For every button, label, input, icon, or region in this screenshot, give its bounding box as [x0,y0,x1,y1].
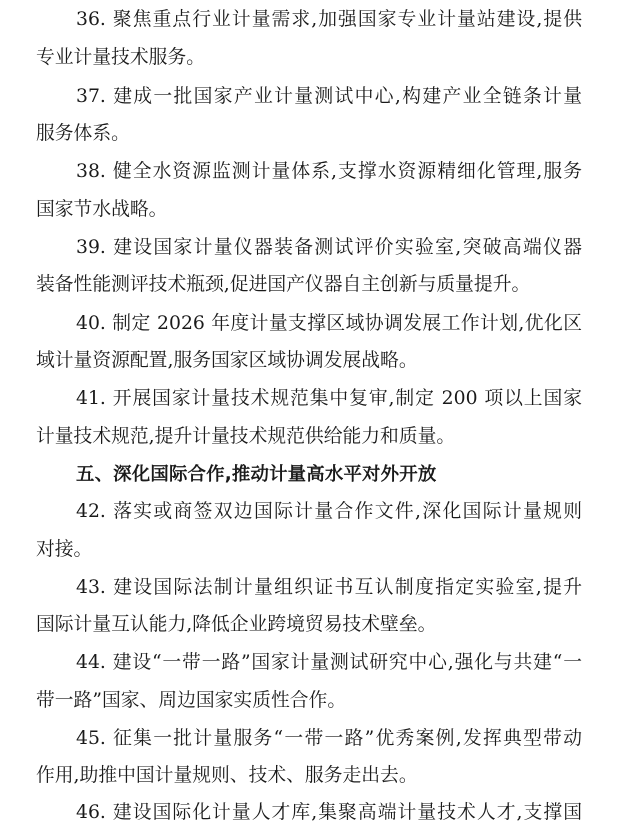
paragraph-line [36,195,582,225]
item-number: 42. [76,501,106,522]
paragraph-line [36,798,582,828]
section-heading-text: 五、深化国际合作,推动计量高水平对外开放 [76,464,437,485]
item-number: 41. [76,388,106,409]
item-text-continued: 带一路”国家、周边国家实质性合作。 [36,690,347,711]
item-text: 建设国际化计量人才库,集聚高端计量技术人才,支撑国 [112,802,582,823]
section-heading [36,460,582,490]
item-text: 征集一批计量服务“一带一路”优秀案例,发挥典型带动 [113,728,582,749]
paragraph-line [36,497,582,527]
paragraph-line [36,82,582,112]
item-number: 46. [76,802,106,823]
item-text: 落实或商签双边国际计量合作文件,深化国际计量规则 [113,501,582,522]
paragraph-line [36,309,582,339]
item-number: 45. [76,728,106,749]
item-text-continued: 装备性能测评技术瓶颈,促进国产仪器自主创新与质量提升。 [36,274,531,295]
item-text-continued: 计量技术规范,提升计量技术规范供给能力和质量。 [36,426,456,447]
item-text: 建成一批国家产业计量测试中心,构建产业全链条计量 [113,86,582,107]
paragraph-line [36,573,582,603]
paragraph-line [36,761,582,791]
item-text: 建设“一带一路”国家计量测试研究中心,强化与共建“一 [112,652,582,673]
item-text-continued: 作用,助推中国计量规则、技术、服务走出去。 [36,765,418,786]
item-text-continued: 国家节水战略。 [36,199,168,220]
paragraph-line [36,270,582,300]
paragraph-line [36,5,582,35]
item-number: 38. [76,161,106,182]
paragraph-line [36,686,582,716]
paragraph-line [36,157,582,187]
item-text-continued: 国际计量互认能力,降低企业跨境贸易技术壁垒。 [36,614,437,635]
item-number: 40. [76,313,106,334]
item-text-continued: 对接。 [36,539,93,560]
item-text-continued: 专业计量技术服务。 [36,47,206,68]
paragraph-line [36,43,582,73]
paragraph-line [36,648,582,678]
paragraph-line [36,119,582,149]
item-number: 39. [76,237,106,258]
item-number: 44. [76,652,106,673]
item-text: 制定 2026 年度计量支撑区域协调发展工作计划,优化区 [112,313,582,334]
document-page [36,0,582,829]
item-number: 36. [76,9,106,30]
item-text: 建设国家计量仪器装备测试评价实验室,突破高端仪器 [113,237,582,258]
paragraph-line [36,233,582,263]
paragraph-line [36,610,582,640]
paragraph-line [36,535,582,565]
paragraph-line [36,346,582,376]
paragraph-line [36,724,582,754]
item-number: 43. [76,577,106,598]
paragraph-line [36,384,582,414]
item-number: 37. [76,86,106,107]
item-text: 开展国家计量技术规范集中复审,制定 200 项以上国家 [112,388,582,409]
item-text-continued: 服务体系。 [36,123,130,144]
item-text: 健全水资源监测计量体系,支撑水资源精细化管理,服务 [112,161,582,182]
paragraph-line [36,422,582,452]
item-text: 聚焦重点行业计量需求,加强国家专业计量站建设,提供 [112,9,582,30]
item-text-continued: 域计量资源配置,服务国家区域协调发展战略。 [36,350,418,371]
item-text: 建设国际法制计量组织证书互认制度指定实验室,提升 [113,577,582,598]
